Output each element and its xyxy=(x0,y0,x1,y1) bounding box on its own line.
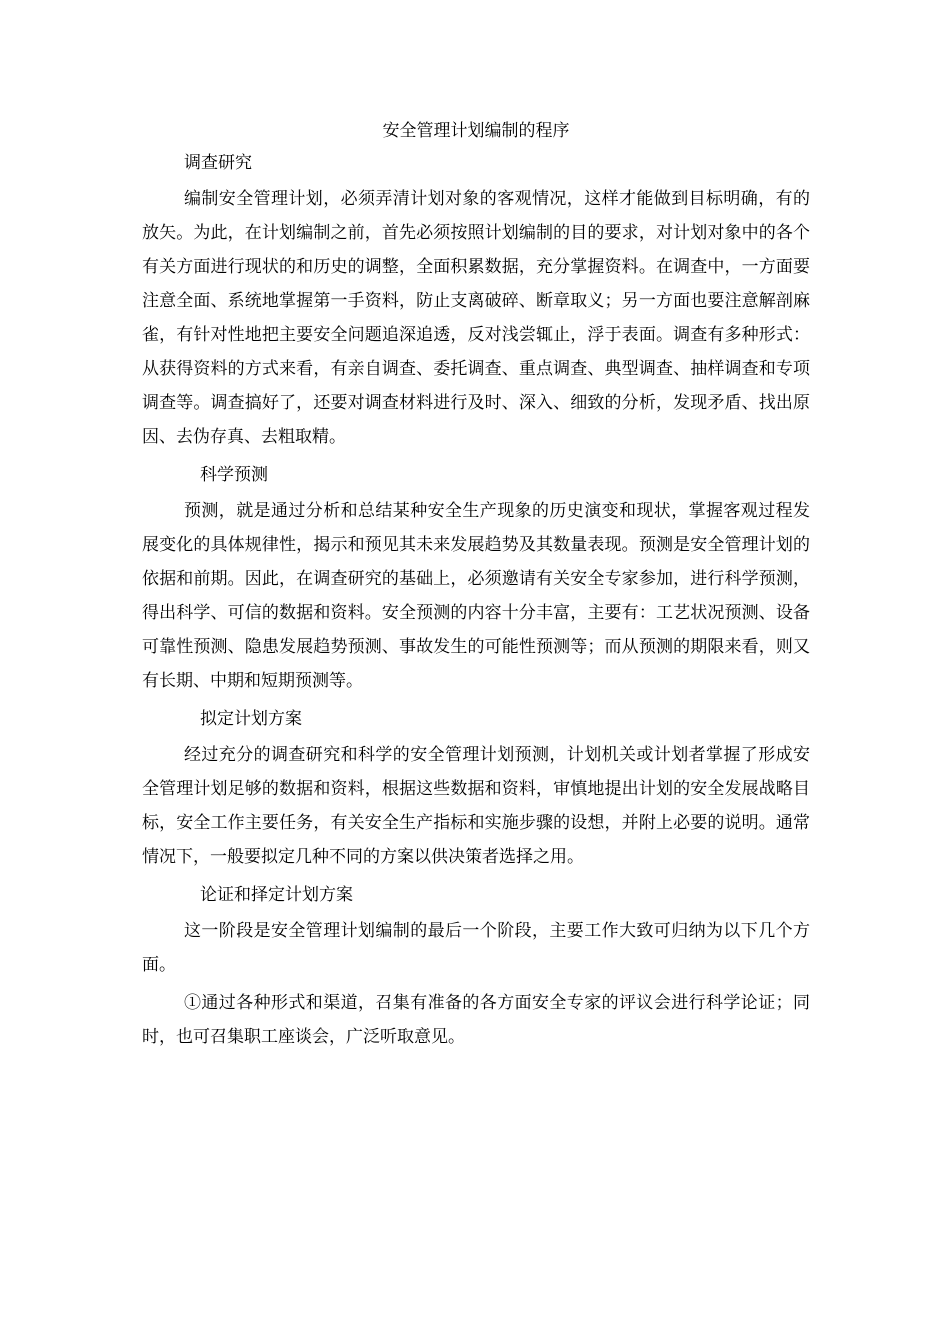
section-heading-forecast: 科学预测 xyxy=(200,465,268,485)
section-paragraph-draft-plan: 经过充分的调查研究和科学的安全管理计划预测，计划机关或计划者掌握了形成安全管理计划足够的数据和资料，根据这些数据和资料，审慎地提出计划的安全发展战略目标，安全工作主要任务，有关安全生产指标和实施步骤的设想，并附上必要的说明。通常情况下，一般要拟定几种不同的方案以供决策者选择之用。 xyxy=(142,745,810,867)
document-title: 安全管理计划编制的程序 xyxy=(382,121,570,141)
section-paragraph-forecast: 预测，就是通过分析和总结某种安全生产现象的历史演变和现状，掌握客观过程发展变化的具体规律性，揭示和预见其未来发展趋势及其数量表现。预测是安全管理计划的依据和前期。因此，在调查研究的基础上，必须邀请有关安全专家参加，进行科学预测，得出科学、可信的数据和资料。安全预测的内容十分丰富，主要有：工艺状况预测、设备可靠性预测、隐患发展趋势预测、事故发生的可能性预测等；而从预测的期限来看，则又有长期、中期和短期预测等。 xyxy=(142,501,810,691)
section-paragraph-investigation: 编制安全管理计划，必须弄清计划对象的客观情况，这样才能做到目标明确，有的放矢。为此，在计划编制之前，首先必须按照计划编制的目的要求，对计划对象中的各个有关方面进行现状的和历史的调整，全面积累数据，充分掌握资料。在调查中，一方面要注意全面、系统地掌握第一手资料，防止支离破碎、断章取义；另一方面也要注意解剖麻雀，有针对性地把主要安全问题追深追透，反对浅尝辄止，浮于表面。调查有多种形式：从获得资料的方式来看，有亲自调查、委托调查、重点调查、典型调查、抽样调查和专项调查等。调查搞好了，还要对调查材料进行及时、深入、细致的分析，发现矛盾、找出原因、去伪存真、去粗取精。 xyxy=(142,189,810,447)
section-paragraph-evaluate-plan-item-1: ①通过各种形式和渠道，召集有准备的各方面安全专家的评议会进行科学论证；同时，也可召集职工座谈会，广泛听取意见。 xyxy=(142,993,810,1047)
section-heading-investigation: 调查研究 xyxy=(184,153,252,173)
section-heading-evaluate-plan: 论证和择定计划方案 xyxy=(200,885,353,905)
document-page xyxy=(142,116,810,1054)
section-paragraph-evaluate-plan: 这一阶段是安全管理计划编制的最后一个阶段，主要工作大致可归纳为以下几个方面。 xyxy=(142,921,810,975)
section-heading-draft-plan: 拟定计划方案 xyxy=(200,709,302,729)
